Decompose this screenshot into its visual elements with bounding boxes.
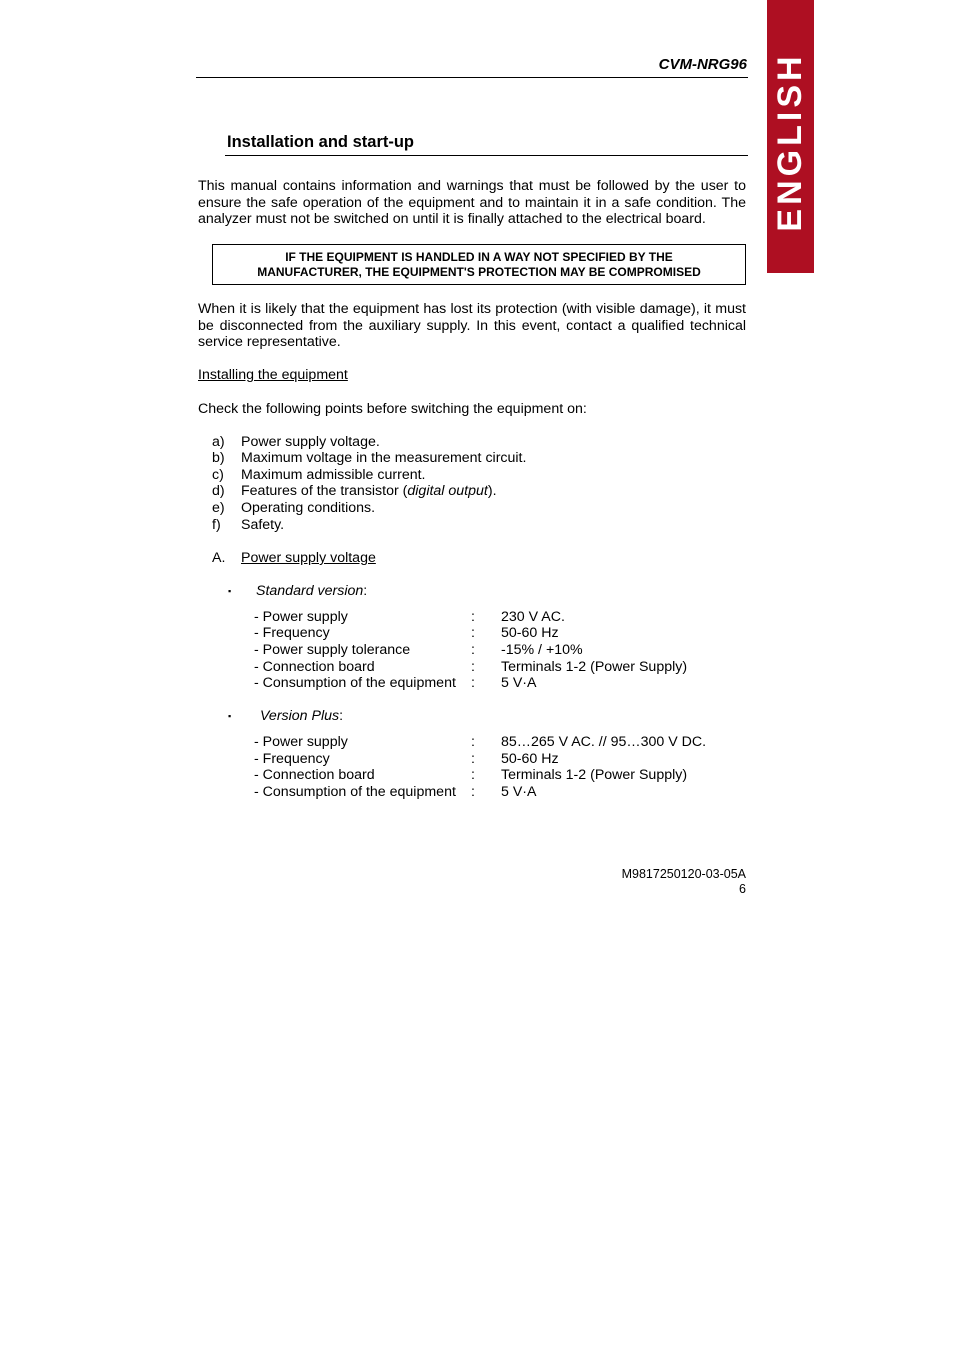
warning-line-1: IF THE EQUIPMENT IS HANDLED IN A WAY NOT SPECIFIED BY THE: [285, 249, 673, 264]
warning-box: [212, 244, 746, 285]
damage-note-paragraph: When it is likely that the equipment has lost its protection (with visible damage), it must be disconnected from the auxiliary supply. In this event, contact a qualified technical service representative.: [198, 301, 746, 350]
standard-version-name: Standard version: [256, 583, 364, 599]
list-item-letter: f): [212, 517, 221, 533]
spec-value: -15% / +10%: [501, 642, 583, 658]
spec-colon: :: [471, 751, 475, 767]
plus-version-name: Version Plus: [260, 708, 340, 724]
list-item-text-after: ).: [487, 483, 497, 499]
list-item-letter: e): [212, 500, 225, 516]
spec-value: Terminals 1-2 (Power Supply): [501, 767, 688, 783]
plus-version-colon: :: [339, 708, 344, 724]
section-heading-rule: [225, 155, 748, 156]
spec-label: - Power supply: [254, 609, 348, 625]
bullet-icon: ▪: [228, 711, 232, 721]
spec-label: - Connection board: [254, 767, 375, 783]
list-item-text: Operating conditions.: [241, 500, 376, 516]
header-rule: [196, 77, 748, 78]
check-intro: Check the following points before switching the equipment on:: [198, 401, 587, 417]
spec-value: 5 V·A: [501, 784, 537, 800]
spec-label: - Frequency: [254, 625, 330, 641]
installing-subheading: Installing the equipment: [198, 367, 348, 383]
spec-value: 50-60 Hz: [501, 625, 559, 641]
language-tab-label: ENGLISH: [771, 52, 809, 232]
list-item-text: [241, 483, 497, 500]
language-tab: [767, 0, 814, 273]
spec-colon: :: [471, 609, 475, 625]
spec-label: - Consumption of the equipment: [254, 675, 456, 691]
spec-label: - Consumption of the equipment: [254, 784, 456, 800]
spec-value: 50-60 Hz: [501, 751, 559, 767]
spec-value: Terminals 1-2 (Power Supply): [501, 659, 688, 675]
spec-colon: :: [471, 734, 475, 750]
list-item-text-italic: digital output: [407, 483, 488, 499]
spec-value: 230 V AC.: [501, 609, 565, 625]
spec-colon: :: [471, 784, 475, 800]
list-item-text: Maximum admissible current.: [241, 467, 426, 483]
list-item-letter: d): [212, 483, 225, 499]
spec-value: 85…265 V AC. // 95…300 V DC.: [501, 734, 707, 750]
standard-version-colon: :: [363, 583, 368, 599]
list-item-text: Safety.: [241, 517, 285, 533]
spec-colon: :: [471, 675, 475, 691]
spec-label: - Frequency: [254, 751, 330, 767]
list-item-text-before: Features of the transistor (: [241, 483, 408, 499]
power-supply-letter: A.: [212, 550, 226, 566]
list-item-letter: a): [212, 434, 225, 450]
list-item-text: Power supply voltage.: [241, 434, 380, 450]
spec-label: - Power supply tolerance: [254, 642, 411, 658]
page-number: 6: [739, 882, 746, 896]
spec-colon: :: [471, 625, 475, 641]
bullet-icon: ▪: [228, 586, 232, 596]
spec-colon: :: [471, 642, 475, 658]
section-heading: Installation and start-up: [227, 133, 415, 151]
spec-label: - Power supply: [254, 734, 348, 750]
power-supply-subheading: Power supply voltage: [241, 550, 376, 566]
list-item-letter: b): [212, 450, 225, 466]
spec-label: - Connection board: [254, 659, 375, 675]
spec-colon: :: [471, 767, 475, 783]
spec-colon: :: [471, 659, 475, 675]
spec-value: 5 V·A: [501, 675, 537, 691]
plus-version-label: [260, 708, 343, 725]
intro-paragraph: This manual contains information and warnings that must be followed by the user to ensure the safe operation of the equipment and to maintain it in a safe condition. The analyzer must not be switched on until it is finally attached to the electrical board.: [198, 178, 746, 227]
list-item-letter: c): [212, 467, 224, 483]
document-code: M9817250120-03-05A: [621, 867, 746, 881]
warning-line-2: MANUFACTURER, THE EQUIPMENT'S PROTECTION MAY BE COMPROMISED: [257, 264, 701, 279]
list-item-text: Maximum voltage in the measurement circuit.: [241, 450, 527, 466]
document-title: CVM-NRG96: [658, 56, 747, 73]
standard-version-label: [256, 583, 367, 600]
